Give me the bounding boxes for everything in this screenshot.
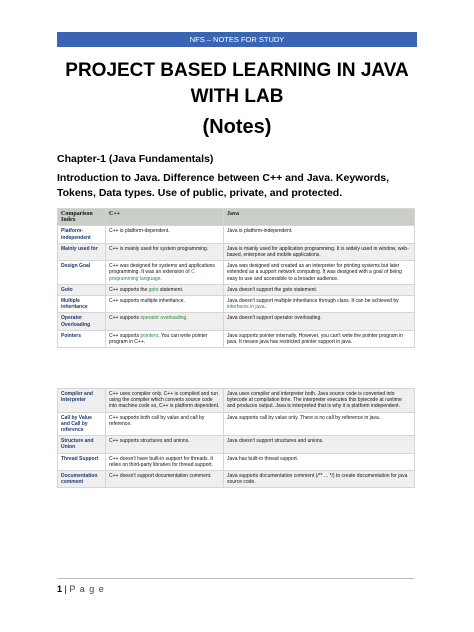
cpp-text: C++ supports [109,332,141,339]
java-cell: Java has built-in thread support. [224,453,415,470]
cpp-cell: C++ supports multiple inheritance. [106,296,224,313]
table-row [58,389,415,413]
cpp-text: C++ supports [109,315,141,322]
feature-cell: Platform-independent [58,226,106,243]
table-header-row [58,209,415,226]
java-cell: Java uses compiler and interpreter both. Java source code is converted into bytecode at compilation time. The interpreter executes this bytecode at runtime and produces output. Java is interpreted that is why it is platform independent. [224,389,415,413]
cpp-cell: C++ supports both call by value and call by reference. [106,412,224,436]
table-row [58,313,415,330]
feature-cell: Call by Value and Call by reference [58,412,106,436]
title-line-2: WITH LAB [190,86,284,107]
intro-heading: Introduction to Java. Difference between C++ and Java. Keywords, Tokens, Data types. Use of public, private, and protected. [57,172,390,199]
java-cell: Java is mainly used for application programming. It is widely used in window, web-based, enterprise and mobile applications. [224,243,415,260]
chapter-heading: Chapter-1 (Java Fundamentals) [57,153,214,165]
c-programming-link[interactable]: C programming language [109,269,195,282]
table-row [58,261,415,285]
java-text: Java doesn't support multiple inheritance through class. It can be achieved by [227,298,399,305]
feature-cell: Mainly used for [58,243,106,260]
cpp-cell [106,330,224,347]
goto-link[interactable]: goto [148,286,159,293]
java-cell: Java doesn't support operator overloading. [224,313,415,330]
cpp-cell [106,313,224,330]
header-java: Java [224,209,415,226]
table-row [58,296,415,313]
cpp-cell: C++ supports structures and unions. [106,436,224,453]
cpp-text-end: . [160,275,162,282]
title-line-1: PROJECT BASED LEARNING IN JAVA [65,60,409,81]
java-cell: Java supports documentation comment (/** ... */) to create documentation for java source code. [224,471,415,488]
cpp-cell: C++ uses compiler only. C++ is compiled and run using the compiler which converts source code into machine code so, C++ is platform dependent. [106,389,224,413]
comparison-table-2 [57,388,415,488]
feature-cell: Structure and Union [58,436,106,453]
operator-overloading-link[interactable]: operator overloading [140,315,187,322]
table-row [58,243,415,260]
pointers-link[interactable]: pointers [140,332,159,339]
java-cell: Java doesn't support structures and unions. [224,436,415,453]
java-text-end: . [264,304,266,311]
table-row [58,412,415,436]
cpp-text-end: . [186,315,188,322]
page-number-value: 1 [57,584,63,594]
header-banner: NFS – NOTES FOR STUDY [57,32,417,47]
java-cell [224,296,415,313]
page-separator: | [62,584,70,594]
document-subtitle: (Notes) [202,116,272,138]
cpp-cell: C++ is platform-dependent. [106,226,224,243]
cpp-text-end: statement. [158,286,184,293]
table-row [58,284,415,295]
table-row [58,226,415,243]
comparison-table-1 [57,208,415,348]
java-cell: Java is platform-independent. [224,226,415,243]
page-label: P a g e [69,584,105,594]
feature-cell: Documentation comment [58,471,106,488]
java-cell: Java supports pointer internally. However, you can't write the pointer program in java. It means java has restricted pointer support in java. [224,330,415,347]
table-row [58,471,415,488]
feature-cell: Goto [58,284,106,295]
interfaces-link[interactable]: interfaces in java [227,304,265,311]
cpp-cell [106,284,224,295]
feature-cell: Operator Overloading [58,313,106,330]
table-row [58,453,415,470]
feature-cell: Compiler and Interpreter [58,389,106,413]
cpp-text-end: . You can write pointer program in C++. [109,332,208,346]
cpp-cell: C++ doesn't have built-in support for threads. It relies on third-party libraries for thread support. [106,453,224,470]
cpp-cell: C++ doesn't support documentation comment. [106,471,224,488]
java-cell: Java doesn't support the goto statement. [224,284,415,295]
table-row [58,436,415,453]
java-cell: Java was designed and created as an interpreter for printing systems but later extended as a support network computing. It was designed with a goal of being easy to use and accessible to a broader audience. [224,261,415,285]
cpp-text: C++ was designed for systems and applications programming. It was an extension of [109,263,215,276]
feature-cell: Thread Support [58,453,106,470]
feature-cell: Design Goal [58,261,106,285]
header-cpp: C++ [106,209,224,226]
table-row [58,330,415,347]
cpp-text: C++ supports the [109,286,149,293]
document-title [40,58,434,110]
cpp-cell: C++ is mainly used for system programming. [106,243,224,260]
footer-divider [57,578,414,579]
page-number [57,584,105,594]
header-comparison-index: Comparison Index [58,209,106,226]
java-cell: Java supports call by value only. There is no call by reference in java. [224,412,415,436]
cpp-cell [106,261,224,285]
feature-cell: Multiple inheritance [58,296,106,313]
feature-cell: Pointers [58,330,106,347]
